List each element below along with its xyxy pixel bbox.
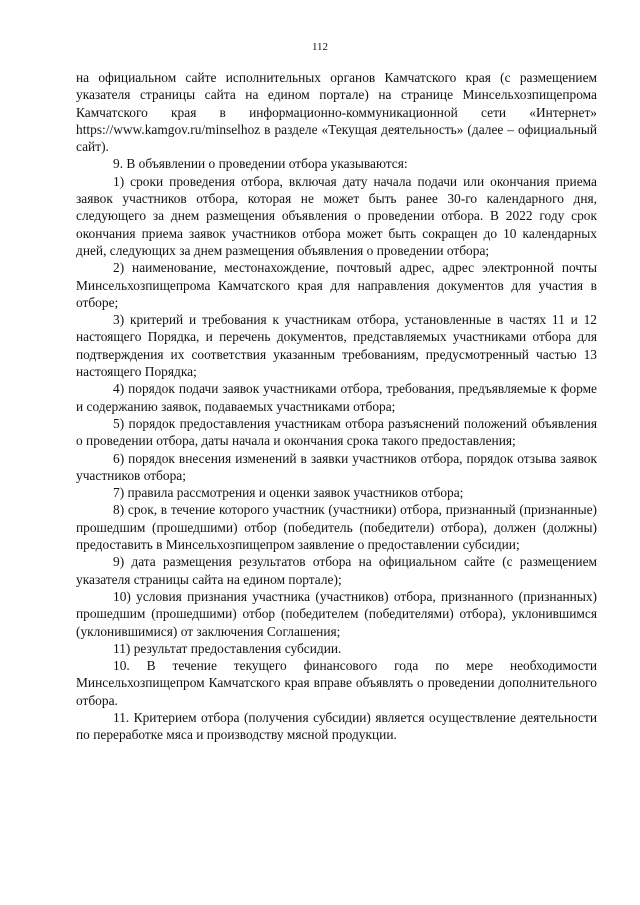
paragraph-item-7: 7) правила рассмотрения и оценки заявок участников отбора;: [113, 485, 464, 501]
paragraph-continuation: на официальном сайте исполнительных органов Камчатского края (с размещением указателя страницы сайта на едином портале) на странице Минсельхозпищепрома Камчатского края в информационно-коммуникационной сети «Интернет» https://www.kamgov.ru/minselhoz в разделе «Текущая деятельность» (далее – официальный сайт).: [76, 70, 597, 155]
paragraph-item-10: 10) условия признания участника (участников) отбора, признанного (признанных) прошедшим (прошедшими) отбор (победителем (победителями) отбора), уклонившимся (уклонившимися) от заключения Соглашения;: [76, 588, 597, 639]
paragraph-item-5: 5) порядок предоставления участникам отбора разъяснений положений объявления о проведении отбора, даты начала и окончания срока такого предоставления;: [76, 415, 597, 449]
paragraph-item-3: 3) критерий и требования к участникам отбора, установленные в частях 11 и 12 настоящего Порядка, и перечень документов, представляемых участниками отбора для подтверждения их соответствия указанным требованиям, предусмотренный частью 13 настоящего Порядка;: [76, 312, 597, 380]
page-number: 112: [311, 41, 329, 53]
paragraph-item-9: 9) дата размещения результатов отбора на официальном сайте (с размещением указателя страницы сайта на едином портале);: [76, 554, 597, 587]
paragraph-item-4: 4) порядок подачи заявок участниками отбора, требования, предъявляемые к форме и содержанию заявок, подаваемых участниками отбора;: [76, 381, 597, 414]
document-body: [76, 69, 597, 744]
paragraph-item-11: 11) результат предоставления субсидии.: [113, 640, 342, 656]
paragraph-item-1: 1) сроки проведения отбора, включая дату начала подачи или окончания приема заявок участников отбора, которая не может быть ранее 30-го календарного дня, следующего за днем размещения объявления о проведении отбора. В 2022 году срок окончания приема заявок участников отбора может быть сокращен до 10 календарных дней, следующих за днем размещения объявления о проведении отбора;: [76, 173, 597, 258]
paragraph-section-11: 11. Критерием отбора (получения субсидии) является осуществление деятельности по переработке мяса и производству мясной продукции.: [76, 709, 597, 743]
paragraph-section-9: 9. В объявлении о проведении отбора указываются:: [113, 156, 408, 172]
paragraph-item-2: 2) наименование, местонахождение, почтовый адрес, адрес электронной почты Минсельхозпищепрома Камчатского края для направления документов для участия в отборе;: [76, 260, 597, 310]
paragraph-item-8: 8) срок, в течение которого участник (участники) отбора, признанный (признанные) прошедшим (прошедшими) отбор (победитель (победители) отбора), должен (должны) предоставить в Минсельхозпищепром заявление о предоставлении субсидии;: [76, 502, 597, 553]
paragraph-item-6: 6) порядок внесения изменений в заявки участников отбора, порядок отзыва заявок участников отбора;: [76, 450, 597, 483]
paragraph-section-10: 10. В течение текущего финансового года по мере необходимости Минсельхозпищепром Камчатского края вправе объявлять о проведении дополнительного отбора.: [76, 658, 597, 708]
